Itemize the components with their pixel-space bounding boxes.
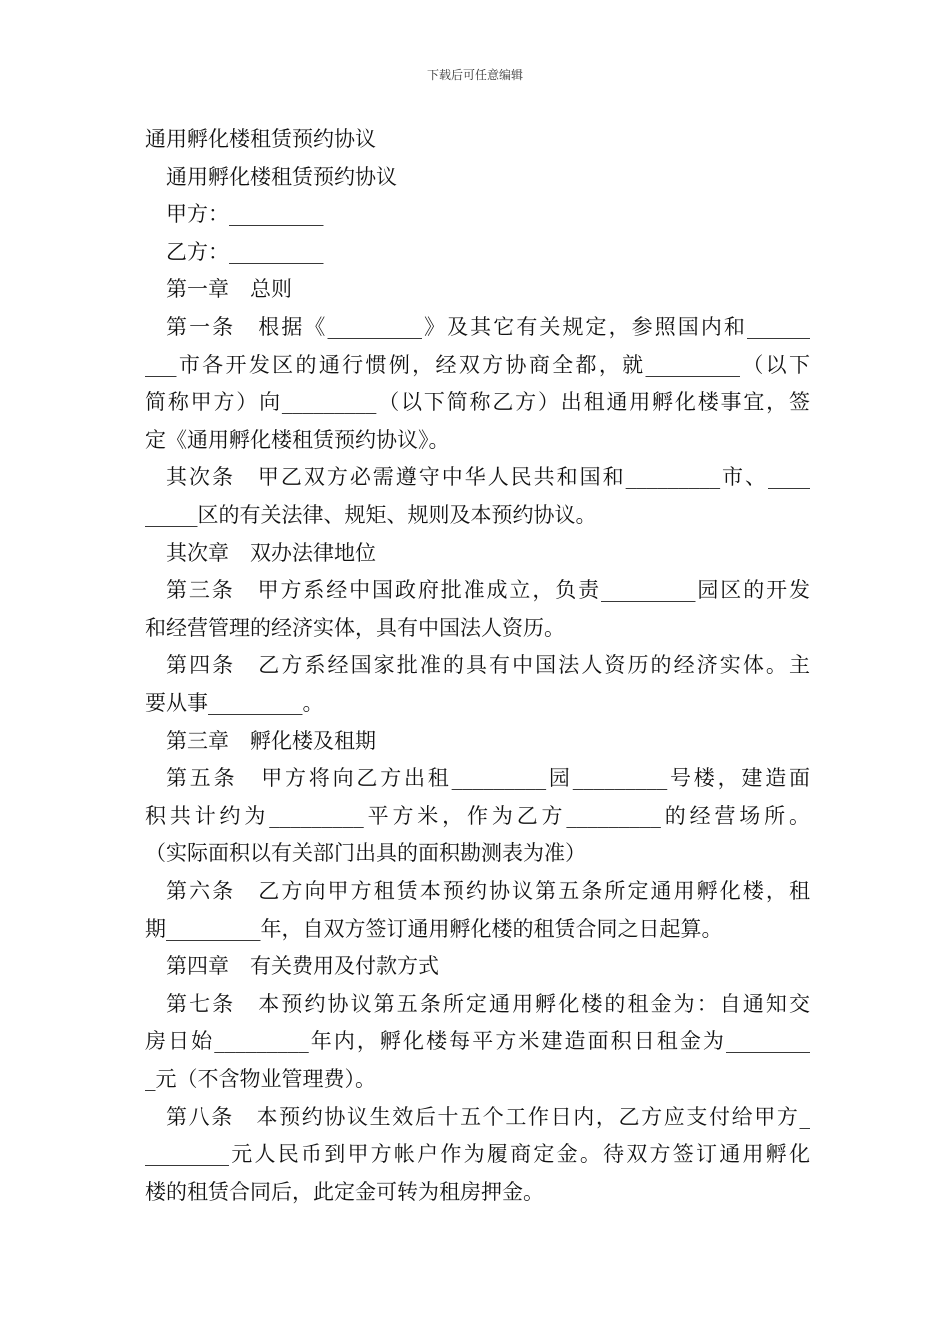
document-line: 第七条 本预约协议第五条所定通用孵化楼的租金为：自通知交 xyxy=(166,991,810,1016)
document-line: （实际面积以有关部门出具的面积勘测表为准） xyxy=(145,841,586,866)
document-line: 甲方：_________ xyxy=(166,202,324,227)
document-line: _元（不含物业管理费）。 xyxy=(145,1067,376,1091)
document-line: 第五条 甲方将向乙方出租_________园_________号楼，建造面 xyxy=(166,766,810,791)
document-line: 第一条 根据《_________》及其它有关规定，参照国内和______ xyxy=(166,315,810,339)
document-line: _____区的有关法律、规矩、规则及本预约协议。 xyxy=(145,503,597,527)
document-line: 通用孵化楼租赁预约协议 xyxy=(166,164,397,189)
document-line: 楼的租赁合同后，此定金可转为租房押金。 xyxy=(145,1179,544,1204)
document-line: 期_________年，自双方签订通用孵化楼的租赁合同之日起算。 xyxy=(145,916,723,941)
document-line: 第八条 本预约协议生效后十五个工作日内，乙方应支付给甲方_ xyxy=(166,1104,810,1129)
document-line: 第三条 甲方系经中国政府批准成立，负责_________园区的开发 xyxy=(166,578,810,603)
document-line: 房日始_________年内，孵化楼每平方米建造面积日租金为________ xyxy=(145,1029,810,1054)
document-line: 第三章 孵化楼及租期 xyxy=(166,728,376,753)
document-line: 其次条 甲乙双方必需遵守中华人民共和国和_________市、____ xyxy=(166,465,810,490)
document-line: 和经营管理的经济实体，具有中国法人资历。 xyxy=(145,615,565,640)
document-line: 积共计约为_________平方米，作为乙方_________的经营场所。 xyxy=(145,803,810,828)
document-line: 第一章 总则 xyxy=(166,277,292,302)
document-line: 其次章 双办法律地位 xyxy=(166,540,376,565)
document-line: 乙方：_________ xyxy=(166,239,324,264)
document-line: 通用孵化楼租赁预约协议 xyxy=(145,127,376,151)
document-line: ___市各开发区的通行惯例，经双方协商全都，就_________（以下 xyxy=(145,352,810,377)
document-line: 要从事_________。 xyxy=(145,691,324,715)
document-line: 第四条 乙方系经国家批准的具有中国法人资历的经济实体。主 xyxy=(166,653,810,678)
document-line: 第六条 乙方向甲方租赁本预约协议第五条所定通用孵化楼，租 xyxy=(166,879,810,903)
page-header-note: 下载后可任意编辑 xyxy=(426,68,523,82)
document-line: 简称甲方）向_________（以下简称乙方）出租通用孵化楼事宜，签 xyxy=(145,390,810,415)
document-line: ________元人民币到甲方帐户作为履商定金。待双方签订通用孵化 xyxy=(145,1142,810,1167)
document-line: 定《通用孵化楼租赁预约协议》。 xyxy=(145,427,450,452)
document-line: 第四章 有关费用及付款方式 xyxy=(166,954,439,979)
